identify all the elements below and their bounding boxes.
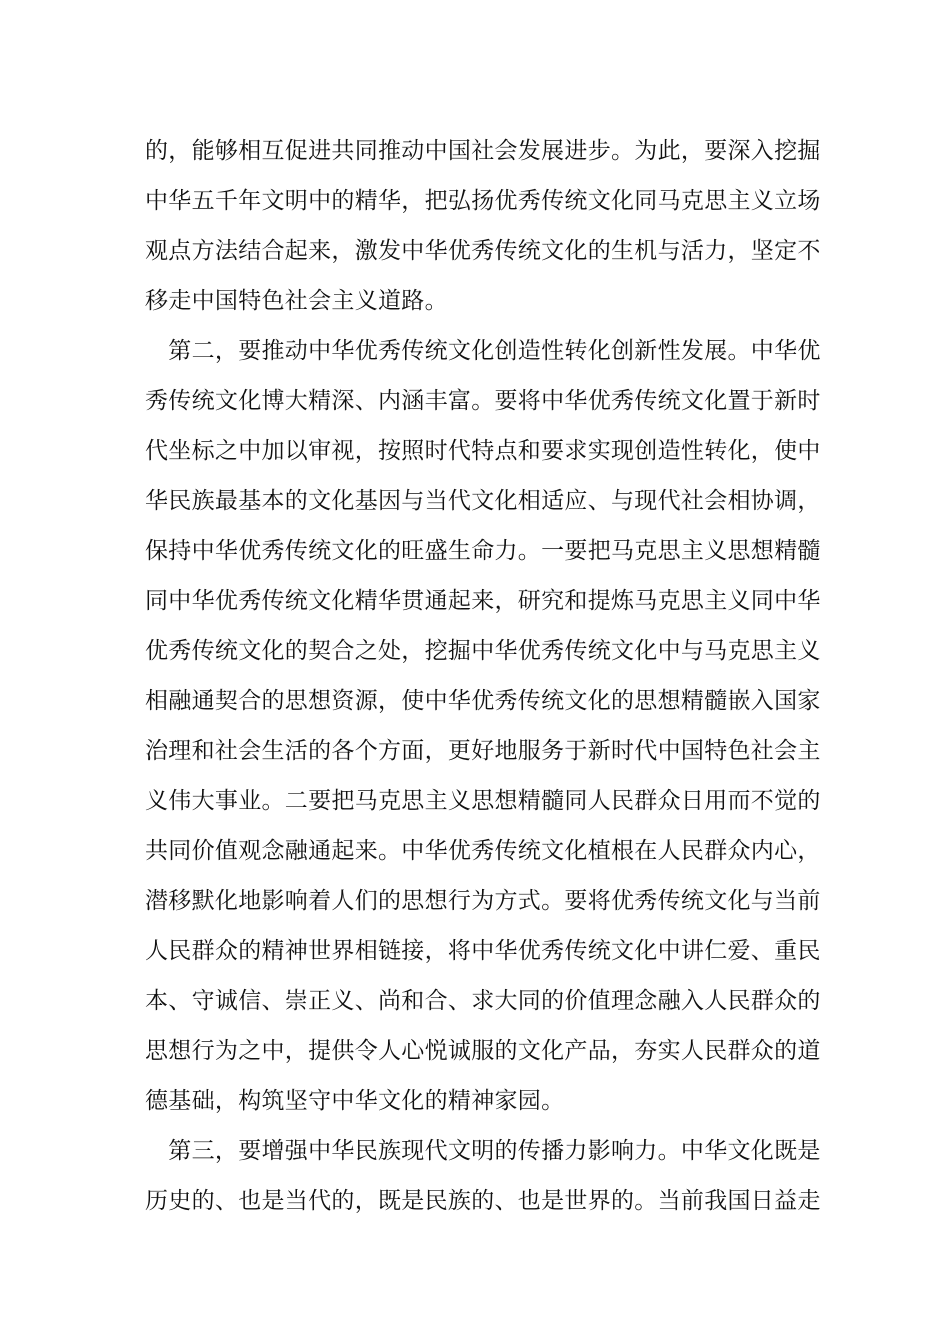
text-line: 保持中华优秀传统文化的旺盛生命力。一要把马克思主义思想精髓 [145,538,821,564]
text-line: 观点方法结合起来，激发中华优秀传统文化的生机与活力，坚定不 [145,238,821,264]
text-line: 人民群众的精神世界相链接，将中华优秀传统文化中讲仁爱、重民 [145,938,821,964]
text-line: 治理和社会生活的各个方面，更好地服务于新时代中国特色社会主 [145,738,821,764]
text-line: 中华五千年文明中的精华，把弘扬优秀传统文化同马克思主义立场 [145,188,821,214]
text-line: 优秀传统文化的契合之处，挖掘中华优秀传统文化中与马克思主义 [145,638,821,664]
text-line: 德基础，构筑坚守中华文化的精神家园。 [145,1088,565,1114]
document-body [145,126,821,1226]
text-line: 相融通契合的思想资源，使中华优秀传统文化的思想精髓嵌入国家 [145,688,821,714]
text-line: 历史的、也是当代的，既是民族的、也是世界的。当前我国日益走 [145,1188,821,1214]
text-line: 的，能够相互促进共同推动中国社会发展进步。为此，要深入挖掘 [145,138,821,164]
text-line: 代坐标之中加以审视，按照时代特点和要求实现创造性转化，使中 [145,438,821,464]
text-line: 思想行为之中，提供令人心悦诚服的文化产品，夯实人民群众的道 [145,1038,821,1064]
text-line: 同中华优秀传统文化精华贯通起来，研究和提炼马克思主义同中华 [145,588,821,614]
text-line: 第二，要推动中华优秀传统文化创造性转化创新性发展。中华优 [145,338,821,364]
text-line: 义伟大事业。二要把马克思主义思想精髓同人民群众日用而不觉的 [145,788,821,814]
text-line: 共同价值观念融通起来。中华优秀传统文化植根在人民群众内心， [145,838,821,864]
text-line: 第三，要增强中华民族现代文明的传播力影响力。中华文化既是 [145,1138,821,1164]
text-line: 潜移默化地影响着人们的思想行为方式。要将优秀传统文化与当前 [145,888,821,914]
text-line: 移走中国特色社会主义道路。 [145,288,448,314]
text-line: 华民族最基本的文化基因与当代文化相适应、与现代社会相协调， [145,488,821,514]
text-line: 本、守诚信、崇正义、尚和合、求大同的价值理念融入人民群众的 [145,988,821,1014]
text-line: 秀传统文化博大精深、内涵丰富。要将中华优秀传统文化置于新时 [145,388,821,414]
